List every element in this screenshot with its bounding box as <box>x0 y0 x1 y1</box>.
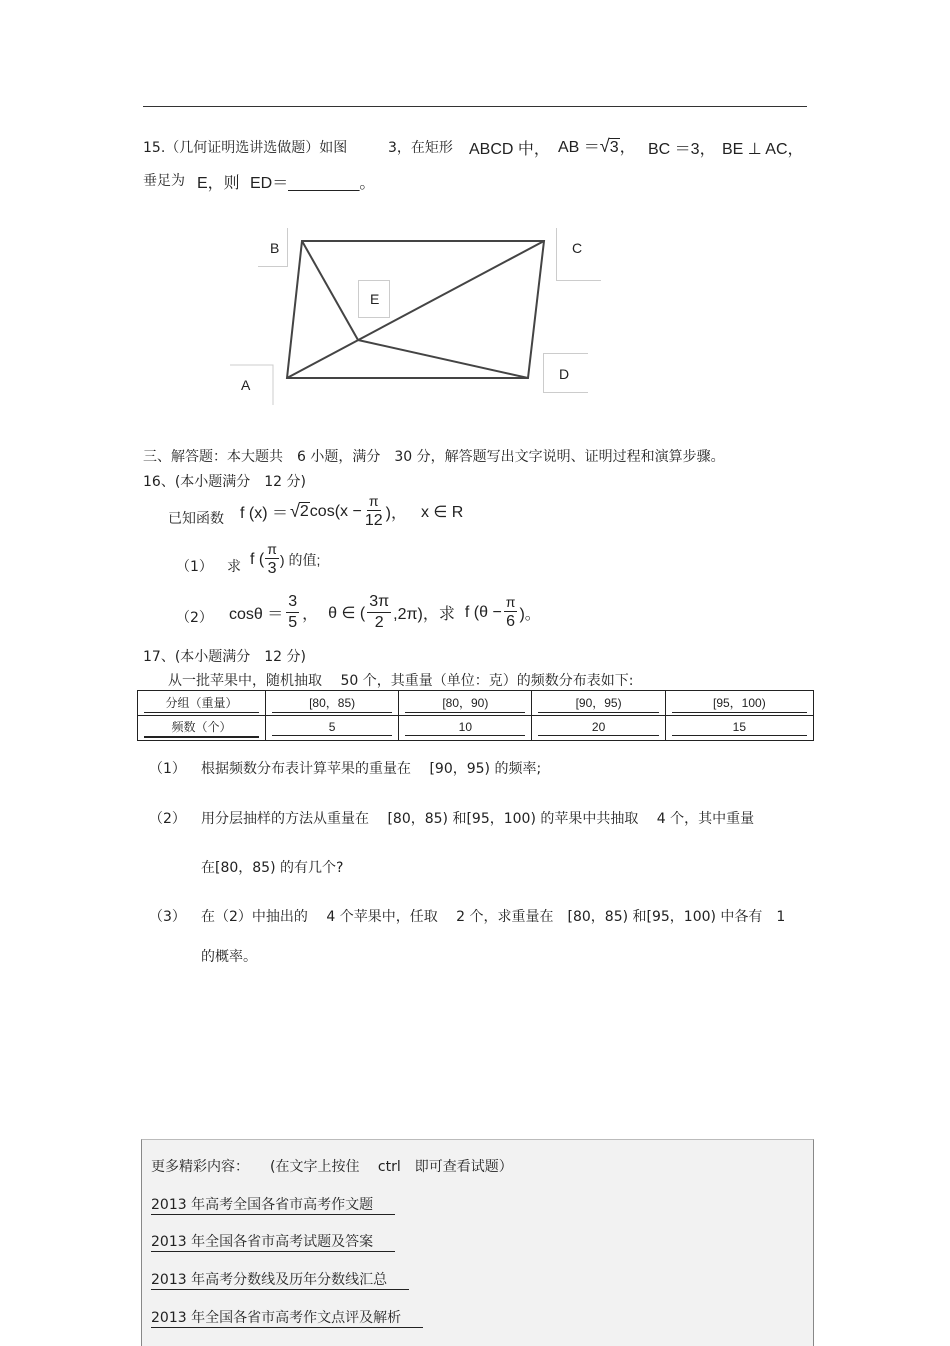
q16-function: f (x) ＝ √ 2 cos(x − $\frac{\pi}{12}$ )， x ∈ R <box>240 493 464 529</box>
q16-p2-pi: π <box>505 594 516 610</box>
table-cell: 分组（重量） <box>138 691 266 716</box>
table-cell: [80，85) <box>266 691 399 716</box>
link-essay-topics[interactable]: 2013 年高考全国各省市高考作文题 <box>151 1194 395 1215</box>
label-frame-c <box>556 228 601 281</box>
link-essay-review[interactable]: 2013 年全国各省市高考作文点评及解析 <box>151 1307 423 1328</box>
q15-line2-ed: ED＝________。 <box>250 175 376 192</box>
q16-given: 已知函数 <box>168 511 224 527</box>
label-frame-b <box>258 228 288 267</box>
link-exam-answers[interactable]: 2013 年全国各省市高考试题及答案 <box>151 1231 395 1252</box>
q15-bc: BC ＝3， <box>648 141 716 158</box>
table-row <box>138 691 814 716</box>
segment-ed <box>358 340 528 378</box>
table-cell: 10 <box>399 716 532 741</box>
vertex-a: A <box>241 377 251 393</box>
q16-p1-no: （1） <box>176 559 213 575</box>
table-cell: 15 <box>665 716 813 741</box>
segment-be <box>302 241 358 340</box>
q16-p1-three: 3 <box>267 560 277 577</box>
q16-p2-den: 5 <box>288 614 298 631</box>
table-row <box>138 716 814 741</box>
q16-p2-theta: θ ∈ ( <box>328 604 366 622</box>
q16-p1-ask: 求 <box>227 559 241 575</box>
q17-s3b: 的概率。 <box>201 949 257 965</box>
diagonal-ac <box>287 241 544 378</box>
q15-rect: ABCD 中， <box>469 141 550 158</box>
q16-p2-f: f (θ − <box>464 603 502 621</box>
q17-s2a: 用分层抽样的方法从重量在 [80，85) 和[95，100) 的苹果中共抽取 4 个，其中重量 <box>201 811 755 827</box>
label-frame-a <box>230 365 273 405</box>
q16-twelve: 12 <box>364 512 383 529</box>
more-heading: 更多精彩内容： (在文字上按住 ctrl 即可查看试题） <box>151 1159 513 1175</box>
table-cell: 20 <box>532 716 665 741</box>
frequency-table <box>137 690 814 741</box>
q15-fig: 3，在矩形 <box>388 140 453 156</box>
q16-p2-comma: ， <box>302 606 319 623</box>
q16-p2-six: 6 <box>506 613 516 630</box>
vertex-d: D <box>559 366 570 382</box>
q17-s3a: 在（2）中抽出的 4 个苹果中，任取 2 个，求重量在 [80，85) 和[95，100) 中各有 1 <box>201 909 786 925</box>
q16-frac-3-5 <box>286 594 299 631</box>
q15-prefix: 15.（几何证明选讲选做题）如图 <box>143 140 348 156</box>
q15-ab-label: AB ＝ <box>558 139 600 156</box>
vertex-b: B <box>270 240 280 256</box>
q16-p2-cos: cosθ ＝ <box>229 606 284 623</box>
q16-p2-rest: ,2π)，求 <box>393 606 455 623</box>
q16-domain: x ∈ R <box>420 503 464 521</box>
top-rule <box>143 106 807 107</box>
q15-line2-e: E，则 <box>197 175 240 192</box>
q15-perp: BE ⊥ AC， <box>722 141 804 158</box>
vertex-e: E <box>370 291 380 307</box>
q16-frac-pi-6 <box>504 595 518 630</box>
q16-close: )， <box>385 505 407 522</box>
q16-p1-f: f ( <box>250 550 265 568</box>
q16-p2-no: （2） <box>176 610 213 626</box>
q16-f-lhs: f (x) ＝ <box>240 505 288 522</box>
vertex-c: C <box>572 240 583 256</box>
label-frame-d <box>543 353 588 393</box>
q16-p1-expr <box>250 542 320 577</box>
q17-intro: 从一批苹果中，随机抽取 50 个，其重量（单位：克）的频数分布表如下: <box>168 673 634 689</box>
q16-frac-pi-3 <box>265 542 279 577</box>
q15-line2-a: 垂足为 <box>143 173 185 189</box>
q17-title: 17、(本小题满分 12 分) <box>143 649 307 665</box>
more-content-box <box>141 1139 814 1346</box>
q17-s1: 根据频数分布表计算苹果的重量在 [90，95) 的频率; <box>201 761 542 777</box>
q16-p2-expr <box>229 594 541 631</box>
table-cell: 频数（个） <box>138 716 266 741</box>
q15-ab-rad: 3 <box>609 139 619 156</box>
q16-p2-3pi: 3π <box>367 594 391 613</box>
q17-s2b: 在[80，85) 的有几个? <box>201 860 344 876</box>
q16-p2-end: )。 <box>519 606 541 623</box>
q17-s3-no: （3） <box>149 909 186 925</box>
q16-pi: π <box>368 493 379 509</box>
table-cell: [90，95) <box>532 691 665 716</box>
q16-rad: 2 <box>299 503 309 520</box>
q16-cos-open: cos(x − <box>309 502 362 520</box>
q15-ab: AB ＝√3， <box>558 136 636 156</box>
q16-p1-pi: π <box>267 541 277 557</box>
table-cell: [95，100) <box>665 691 813 716</box>
q16-frac-pi-12 <box>365 494 383 529</box>
section-3-heading: 三、解答题：本大题共 6 小题，满分 30 分，解答题写出文字说明、证明过程和演算步骤。 <box>143 449 725 465</box>
q16-p2-num: 3 <box>286 594 299 613</box>
table-cell: [80，90) <box>399 691 532 716</box>
q16-frac-3pi-2 <box>367 594 391 631</box>
q16-p2-2: 2 <box>374 614 384 631</box>
table-cell: 5 <box>266 716 399 741</box>
label-frame-e <box>358 280 390 318</box>
q16-p1-tail: ) 的值; <box>279 551 321 568</box>
link-score-lines[interactable]: 2013 年高考分数线及历年分数线汇总 <box>151 1269 409 1290</box>
q17-s2-no: （2） <box>149 811 186 827</box>
q15-comma: ， <box>619 139 636 156</box>
q16-title: 16、(本小题满分 12 分) <box>143 474 307 490</box>
q17-s1-no: （1） <box>149 761 186 777</box>
